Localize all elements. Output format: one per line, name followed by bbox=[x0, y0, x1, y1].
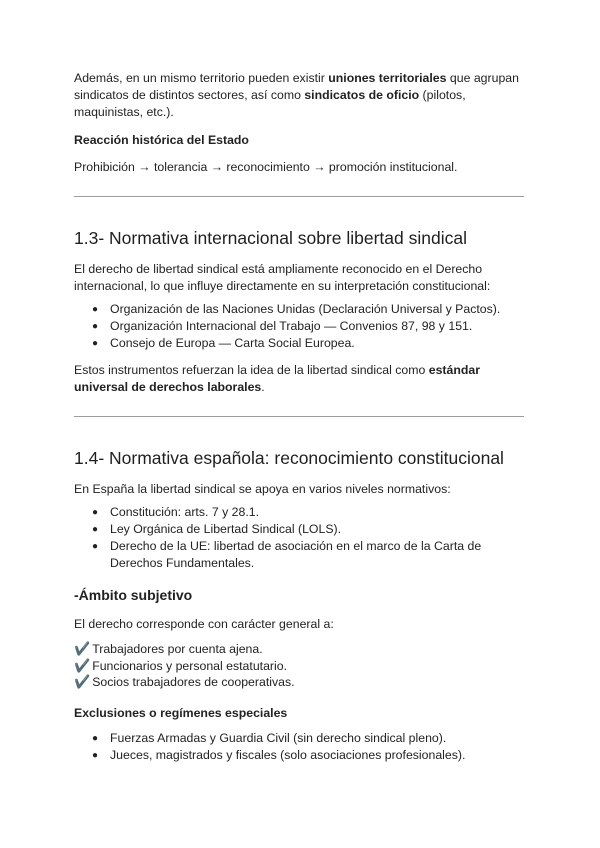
list-item-text: Organización de las Naciones Unidas (Declaración Universal y Pactos). bbox=[110, 302, 501, 316]
section-divider-1 bbox=[74, 196, 524, 197]
list-item bbox=[92, 538, 524, 572]
bullet-icon: ● bbox=[92, 541, 99, 552]
ambito-title: -Ámbito subjetivo bbox=[74, 587, 193, 603]
list-item bbox=[92, 730, 524, 747]
section-1-3-list bbox=[74, 301, 524, 352]
intro-text-3: (pilotos, maquinistas, etc.). bbox=[74, 88, 466, 119]
intro-paragraph bbox=[74, 70, 524, 121]
exclusiones-list bbox=[74, 730, 524, 764]
section-1-3-paragraph: El derecho de libertad sindical está ampliamente reconocido en el Derecho internacional, lo que influye directamente en su interpretación constitucional: bbox=[74, 262, 491, 293]
list-item-text: Consejo de Europa — Carta Social Europea. bbox=[110, 336, 355, 350]
bullet-icon: ● bbox=[92, 749, 99, 761]
intro-bold-1: uniones territoriales bbox=[328, 71, 447, 85]
check-item-text: Trabajadores por cuenta ajena. bbox=[92, 642, 263, 656]
closing-text-1: Estos instrumentos refuerzan la idea de la libertad sindical como bbox=[74, 363, 429, 377]
check-mark-icon: ✔️ bbox=[74, 657, 91, 673]
intro-bold-2: sindicatos de oficio bbox=[304, 88, 420, 102]
list-item-text: Derecho de la UE: libertad de asociación en el marco de la Carta de Derechos Fundamentales. bbox=[110, 539, 482, 570]
bullet-icon: ● bbox=[92, 338, 99, 349]
bullet-icon: ● bbox=[92, 524, 99, 535]
ambito-check-list bbox=[74, 641, 524, 691]
list-item-text: Jueces, magistrados y fiscales (solo asociaciones profesionales). bbox=[110, 747, 466, 762]
exclusiones-heading: Exclusiones o regímenes especiales bbox=[74, 705, 288, 720]
intro-text-2: que agrupan sindicatos de distintos sectores, así como bbox=[74, 71, 519, 102]
check-item-text: Socios trabajadores de cooperativas. bbox=[92, 675, 295, 689]
list-item bbox=[92, 747, 524, 764]
list-item-text: Organización Internacional del Trabajo — Convenios 87, 98 y 151. bbox=[110, 319, 473, 333]
check-item-text: Funcionarios y personal estatutario. bbox=[92, 658, 287, 673]
section-divider-2 bbox=[74, 416, 524, 417]
check-mark-icon: ✔️ bbox=[74, 641, 91, 656]
check-item bbox=[74, 658, 524, 675]
list-item-text: Constitución: arts. 7 y 28.1. bbox=[110, 505, 260, 519]
list-item bbox=[92, 301, 524, 318]
section-1-3-title: 1.3- Normativa internacional sobre libertad sindical bbox=[74, 228, 467, 248]
list-item bbox=[92, 318, 524, 335]
list-item bbox=[92, 335, 524, 352]
ambito-paragraph: El derecho corresponde con carácter general a: bbox=[74, 617, 334, 631]
list-item bbox=[92, 504, 524, 521]
reaccion-text: Prohibición → tolerancia → reconocimiento → promoción institucional. bbox=[74, 160, 458, 174]
bullet-icon: ● bbox=[92, 321, 99, 332]
list-item bbox=[92, 521, 524, 538]
section-1-4-title: 1.4- Normativa española: reconocimiento constitucional bbox=[74, 448, 504, 468]
section-1-4-paragraph: En España la libertad sindical se apoya en varios niveles normativos: bbox=[74, 482, 451, 496]
reaccion-heading: Reacción histórica del Estado bbox=[74, 133, 249, 147]
list-item-text: Ley Orgánica de Libertad Sindical (LOLS). bbox=[110, 522, 342, 536]
bullet-icon: ● bbox=[92, 304, 99, 315]
bullet-icon: ● bbox=[92, 732, 99, 744]
check-mark-icon: ✔️ bbox=[74, 674, 91, 689]
check-item bbox=[74, 674, 524, 691]
section-1-4-list bbox=[74, 504, 524, 572]
check-item bbox=[74, 641, 524, 658]
closing-text-2: . bbox=[261, 380, 265, 394]
list-item-text: Fuerzas Armadas y Guardia Civil (sin derecho sindical pleno). bbox=[110, 730, 447, 745]
section-1-3-closing bbox=[74, 362, 524, 396]
closing-bold: estándar universal de derechos laborales bbox=[74, 363, 481, 394]
intro-text-1: Además, en un mismo territorio pueden existir bbox=[74, 71, 329, 85]
bullet-icon: ● bbox=[92, 507, 99, 518]
